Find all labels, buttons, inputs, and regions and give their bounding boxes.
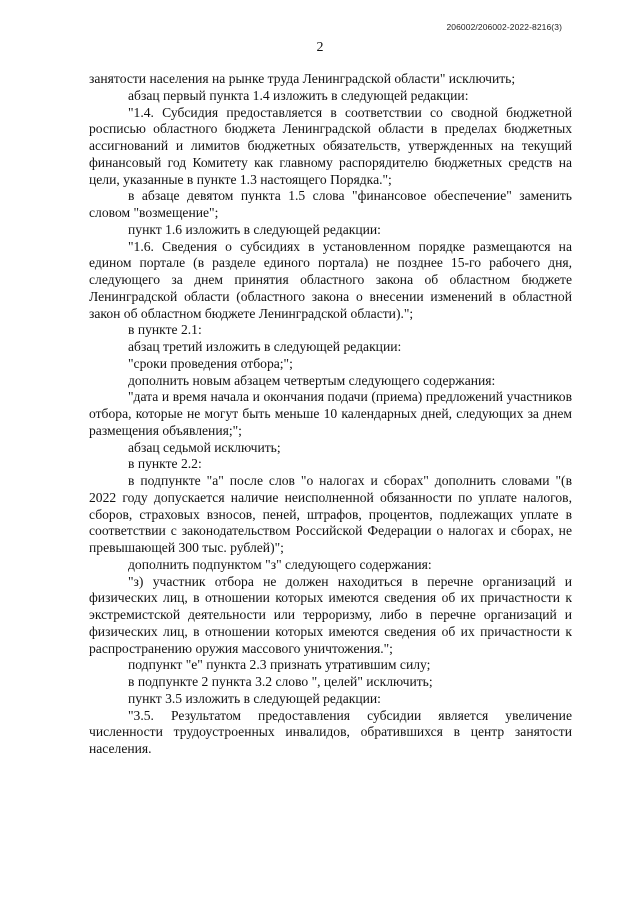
paragraph: абзац третий изложить в следующей редакции:: [128, 339, 402, 354]
paragraph: "сроки проведения отбора;";: [128, 355, 293, 371]
paragraph: дополнить новым абзацем четвертым следующего содержания:: [128, 372, 496, 388]
paragraph: в пункте 2.2:: [128, 456, 202, 472]
paragraph: "дата и время начала и окончания подачи (приема) предложений участников отбора, которые не могут быть меньше 10 календарных дней, следующих за днем размещения объявления;";: [89, 389, 572, 438]
paragraph: "з) участник отбора не должен находиться в перечне организаций и физических лиц, в отношении которых имеются сведения об их причастности к экстремистской деятельности или терроризму, либо в перечне организаций и физических лиц, в отношении которых имеются сведения об их причастности к распространению оружия массового уничтожения.";: [89, 573, 572, 656]
paragraph: в пункте 2.1:: [128, 322, 202, 338]
document-body: [89, 71, 572, 758]
paragraph: дополнить подпунктом "з" следующего содержания:: [128, 556, 432, 572]
paragraph: в абзаце девятом пункта 1.5 слова "финансовое обеспечение" заменить словом "возмещение";: [89, 188, 572, 220]
paragraph: пункт 3.5 изложить в следующей редакции:: [128, 690, 381, 706]
paragraph: подпункт "е" пункта 2.3 признать утратившим силу;: [128, 657, 431, 673]
paragraph: пункт 1.6 изложить в следующей редакции:: [128, 221, 381, 237]
paragraph: абзац первый пункта 1.4 изложить в следующей редакции:: [128, 87, 469, 103]
paragraph: "1.4. Субсидия предоставляется в соответствии со сводной бюджетной росписью областного бюджета Ленинградской области в пределах бюджетных ассигнований и лимитов бюджетных обязательств, утвержденных на текущий финансовый год Комитету как главному распорядителю бюджетных средств на цели, указанные в пункте 1.3 настоящего Порядка.";: [89, 104, 572, 187]
paragraph: "3.5. Результатом предоставления субсидии является увеличение численности трудоустроенных инвалидов, обратившихся в центр занятости населения.: [89, 707, 572, 756]
page-number: 2: [316, 40, 324, 55]
paragraph: в подпункте 2 пункта 3.2 слово ", целей" исключить;: [128, 674, 433, 689]
paragraph: "1.6. Сведения о субсидиях в установленном порядке размещаются на едином портале (в разделе единого портала) не позднее 15-го рабочего дня, следующего за днем принятия областного закона об областном бюджете Ленинградской области (областного закона о внесении изменений в областной закон об областном бюджете Ленинградской области).";: [89, 238, 572, 321]
paragraph: в подпункте "а" после слов "о налогах и сборах" дополнить словами "(в 2022 году допускается наличие неисполненной обязанности по уплате налогов, сборов, страховых взносов, пеней, штрафов, процентов, подлежащих уплате в соответствии с законодательством Российской Федерации о налогах и сборах, не превышающей 300 тыс. рублей)";: [89, 473, 572, 555]
document-id: 206002/206002-2022-8216(3): [446, 22, 562, 32]
paragraph: занятости населения на рынке труда Ленинградской области" исключить;: [89, 71, 516, 86]
paragraph: абзац седьмой исключить;: [128, 439, 281, 455]
